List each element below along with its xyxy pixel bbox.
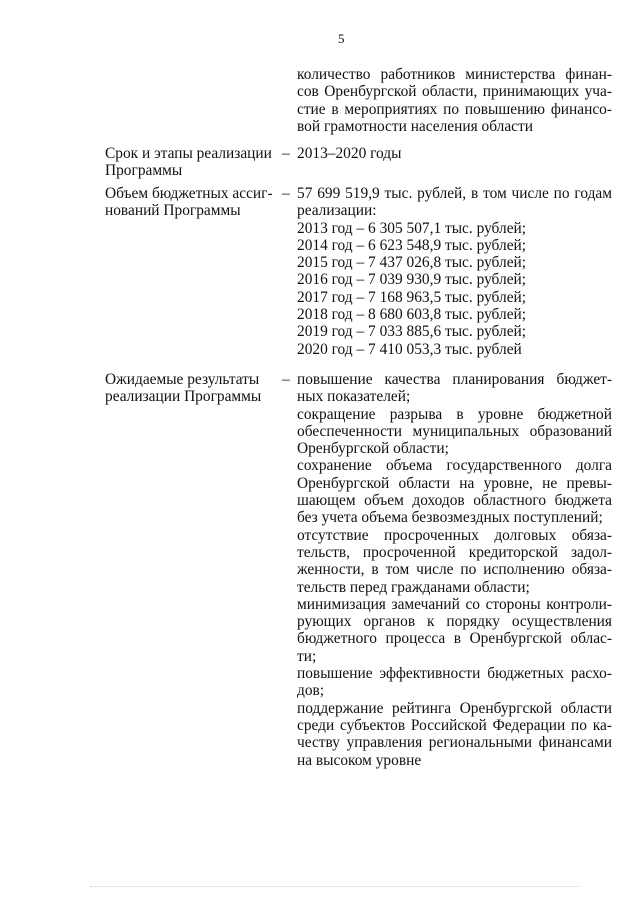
text-line: ти; [297, 647, 317, 665]
label-line: Срок и этапы реализации [105, 145, 272, 162]
text-line: обеспеченности муниципальных образований [297, 422, 612, 440]
text-line: среди субъектов Российской Федерации по ка- [297, 716, 612, 734]
text-line: ных показателей; [297, 388, 411, 406]
text-line: повышение качества планирования бюджет- [297, 371, 612, 388]
text-line: 2020 год – 7 410 053,3 тыс. рублей [297, 340, 522, 358]
text-line: сокращение разрыва в уровне бюджетной [297, 405, 612, 423]
text-line: тельств, просроченной кредиторской задол- [297, 543, 612, 561]
text-line: сов Оренбургской области, принимающих уча- [297, 83, 612, 101]
implementation-period-label [105, 145, 270, 180]
bottom-edge-line [90, 886, 580, 887]
text-line: сохранение объема государственного долга [297, 457, 612, 475]
text-line: бюджетного процесса в Оренбургской облас- [297, 630, 612, 648]
label-line: Ожидаемые результаты [105, 371, 260, 388]
text-line: дов; [297, 682, 325, 700]
expected-results-label [105, 371, 270, 406]
text-line: 57 699 519,9 тыс. рублей, в том числе по годам [297, 185, 612, 202]
text-line: повышение эффективности бюджетных расхо- [297, 665, 612, 683]
text-line: стие в мероприятиях по повышению финансо- [297, 100, 612, 118]
text-line: отсутствие просроченных долговых обяза- [297, 526, 612, 544]
text-line: шающем объем доходов областного бюджета [297, 492, 612, 510]
text-line: Оренбургской области на уровне, не превы- [297, 474, 612, 492]
label-line: Программы [105, 162, 183, 180]
implementation-period-value [297, 145, 612, 162]
text-line: вой грамотности населения области [297, 117, 533, 135]
text-line: 2013–2020 годы [297, 145, 402, 162]
text-line: 2013 год – 6 305 507,1 тыс. рублей; [297, 219, 527, 237]
budget-allocation-value [297, 185, 612, 358]
text-line: поддержание рейтинга Оренбургской области [297, 699, 612, 717]
text-line: без учета объема безвозмездных поступлений; [297, 509, 603, 527]
text-line: 2019 год – 7 033 885,6 тыс. рублей; [297, 323, 527, 341]
page-number: 5 [338, 31, 345, 46]
text-line: 2016 год – 7 039 930,9 тыс. рублей; [297, 271, 527, 289]
text-line: на высоком уровне [297, 751, 422, 769]
text-line: рующих органов к порядку осуществления [297, 613, 612, 631]
dash-marker: – [282, 371, 290, 388]
budget-allocation-label [105, 185, 273, 220]
text-line: тельств перед гражданами области; [297, 578, 530, 596]
expected-results-value [297, 371, 612, 769]
label-line: нований Программы [105, 202, 241, 220]
dash-marker: – [282, 145, 290, 162]
participants-indicator-value [297, 66, 612, 135]
text-line: 2014 год – 6 623 548,9 тыс. рублей; [297, 236, 527, 254]
label-line: Объем бюджетных ассиг- [105, 185, 273, 202]
text-line: женности, в том числе по исполнению обяза- [297, 561, 612, 579]
text-line: 2018 год – 8 680 603,8 тыс. рублей; [297, 306, 527, 324]
dash-marker: – [282, 185, 290, 202]
text-line: 2017 год – 7 168 963,5 тыс. рублей; [297, 288, 527, 306]
text-line: реализации: [297, 202, 377, 220]
text-line: 2015 год – 7 437 026,8 тыс. рублей; [297, 254, 527, 272]
text-line: минимизация замечаний со стороны контроли- [297, 595, 612, 613]
label-line: реализации Программы [105, 388, 262, 406]
text-line: количество работников министерства финан- [297, 66, 612, 83]
text-line: честву управления региональными финансами [297, 734, 612, 752]
text-line: Оренбургской области; [297, 440, 449, 458]
